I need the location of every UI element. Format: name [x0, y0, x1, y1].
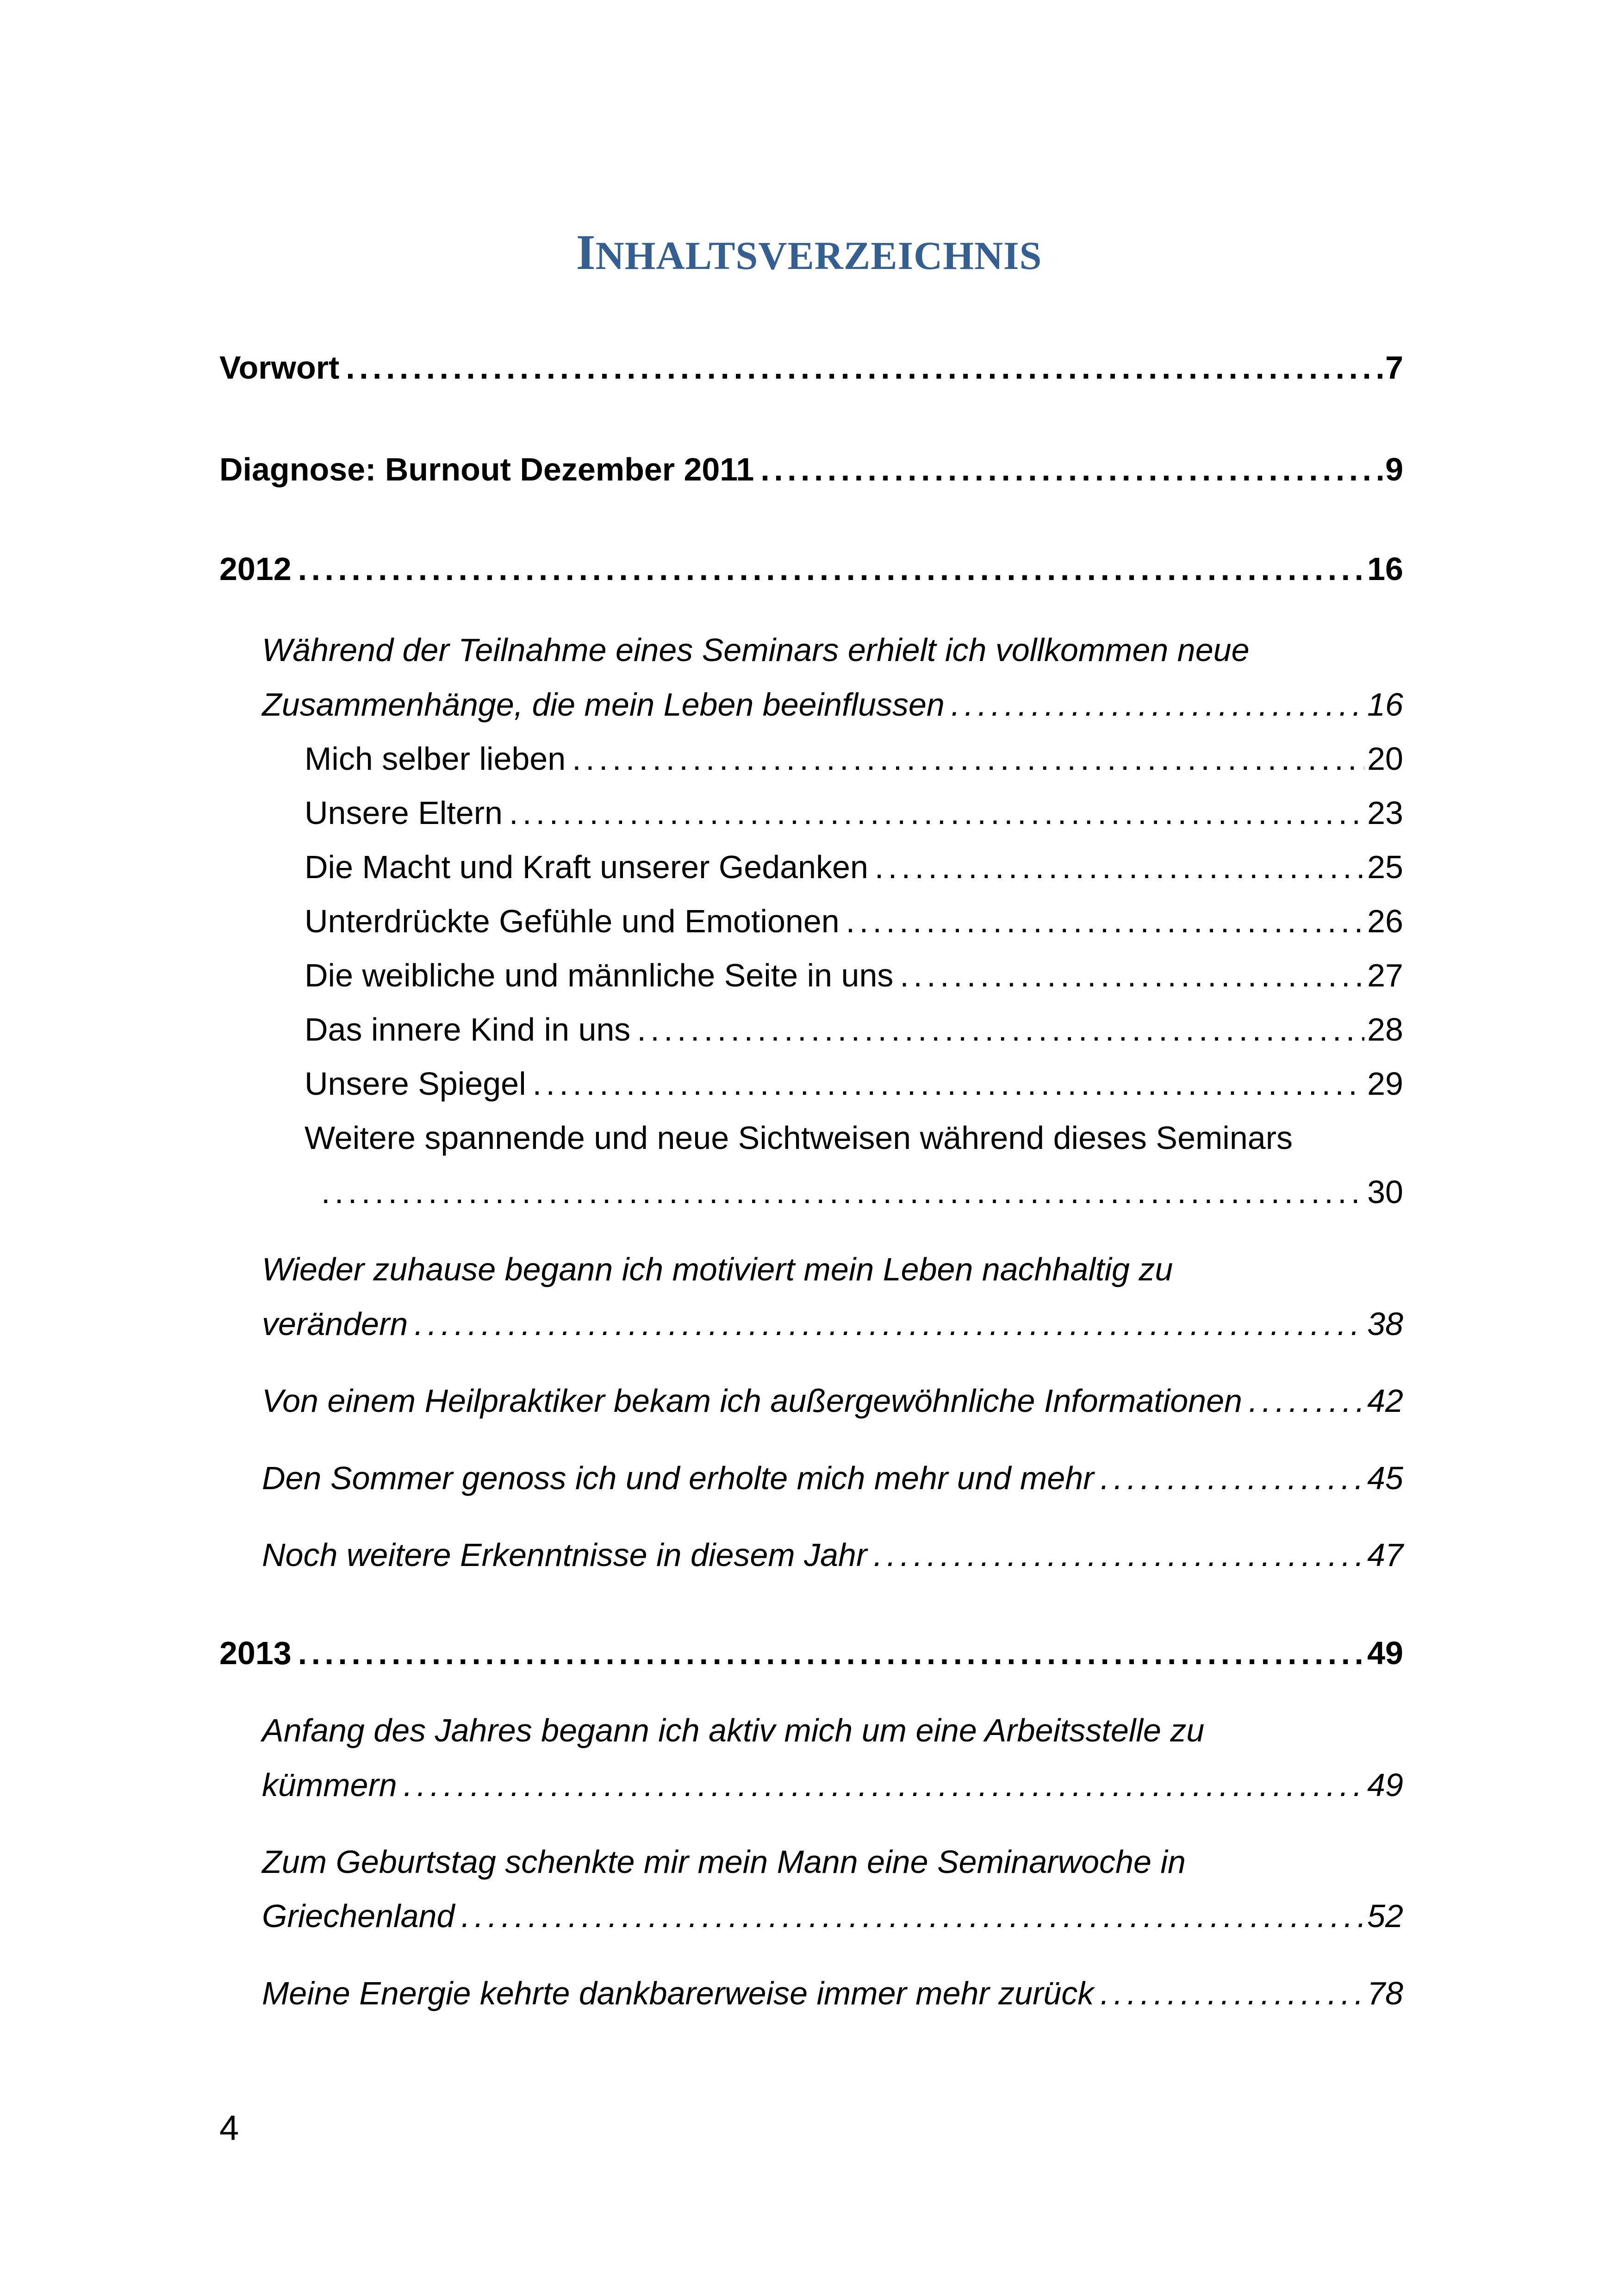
toc-entry[interactable] — [305, 894, 1403, 948]
toc-entry-page-number: 16 — [1367, 551, 1403, 587]
title-first-letter: I — [576, 225, 596, 280]
toc-entry-label: 2013 — [219, 1635, 292, 1671]
toc-entry-page-number: 26 — [1367, 903, 1403, 939]
toc-entry-heading-line: Wieder zuhause begann ich motiviert mein Leben nachhaltig zu — [262, 1251, 1173, 1287]
toc-entry-page-number: 38 — [1367, 1306, 1403, 1342]
toc-dot-leader — [346, 340, 1382, 395]
toc-entry[interactable] — [219, 1626, 1403, 1680]
toc-entry-heading-line: Weitere spannende und neue Sichtweisen während dieses Seminars — [305, 1120, 1293, 1156]
toc-entry-page-number: 25 — [1367, 849, 1403, 885]
toc-dot-leader — [414, 1297, 1364, 1351]
toc-entry-label: Unsere Eltern — [305, 795, 503, 831]
toc-entry-label: Diagnose: Burnout Dezember 2011 — [219, 451, 754, 487]
toc-entry-label: kümmern — [262, 1767, 397, 1803]
toc-dot-leader — [760, 442, 1382, 497]
toc-entry-label: Unterdrückte Gefühle und Emotionen — [305, 903, 840, 939]
toc-entry-label: Den Sommer genoss ich und erholte mich mehr und mehr — [262, 1460, 1094, 1496]
toc-entry-label: Von einem Heilpraktiker bekam ich außergewöhnliche Informationen — [262, 1383, 1242, 1419]
toc-entry[interactable] — [305, 948, 1403, 1003]
toc-entry[interactable] — [262, 1528, 1403, 1582]
toc-entry-heading-line: Anfang des Jahres begann ich aktiv mich um eine Arbeitsstelle zu — [262, 1712, 1205, 1748]
toc-entry-page-number: 16 — [1367, 686, 1403, 723]
toc-entry[interactable] — [262, 1373, 1403, 1428]
toc-entry-label: Unsere Spiegel — [305, 1066, 526, 1102]
toc-entry-label: 2012 — [219, 551, 292, 587]
toc-entry[interactable] — [305, 1002, 1403, 1057]
toc-entry[interactable] — [219, 340, 1403, 395]
toc-dot-leader — [951, 677, 1364, 732]
toc-dot-leader — [461, 1889, 1364, 1943]
toc-dot-leader — [298, 542, 1364, 596]
toc-entry-page-number: 49 — [1367, 1767, 1403, 1803]
toc-entry-page-number: 45 — [1367, 1460, 1403, 1496]
toc-entry-label: Die Macht und Kraft unserer Gedanken — [305, 849, 868, 885]
toc-entry[interactable] — [262, 1758, 1403, 1812]
toc-entry[interactable] — [262, 1889, 1403, 1943]
toc-entry-page-number: 52 — [1367, 1898, 1403, 1934]
toc-entry-heading-line: Zum Geburtstag schenkte mir mein Mann eine Seminarwoche in — [262, 1844, 1186, 1880]
toc-entry-label: Noch weitere Erkenntnisse in diesem Jahr — [262, 1537, 867, 1573]
toc-dot-leader — [533, 1056, 1365, 1111]
toc-dot-leader — [900, 948, 1364, 1003]
toc-entry-page-number: 42 — [1367, 1383, 1403, 1419]
toc-entry-page-number: 27 — [1367, 957, 1403, 993]
toc-entry[interactable] — [262, 1966, 1403, 2021]
toc-entry-page-number: 47 — [1367, 1537, 1403, 1573]
toc-entry[interactable] — [305, 840, 1403, 894]
toc-entry[interactable] — [262, 677, 1403, 732]
toc-entry-page-number: 9 — [1385, 451, 1403, 487]
toc-entry-label: verändern — [262, 1306, 408, 1342]
toc-entry-label: Griechenland — [262, 1898, 455, 1934]
toc-dot-leader — [875, 840, 1364, 894]
toc-dot-leader — [873, 1528, 1364, 1582]
toc-entry-page-number: 20 — [1367, 741, 1403, 777]
toc-entry[interactable] — [305, 786, 1403, 840]
toc-entry-page-number: 23 — [1367, 795, 1403, 831]
title-rest: NHALTSVERZEICHNIS — [595, 233, 1042, 278]
toc-dot-leader — [1101, 1451, 1365, 1505]
toc-dot-leader — [404, 1758, 1364, 1812]
toc-entry-label: Das innere Kind in uns — [305, 1011, 631, 1048]
toc-dot-leader — [321, 1165, 1364, 1219]
toc-entry-label: Mich selber lieben — [305, 741, 566, 777]
toc-entry-page-number: 28 — [1367, 1011, 1403, 1048]
page-number: 4 — [219, 2109, 239, 2148]
toc-entry[interactable] — [262, 1451, 1403, 1505]
toc-entry[interactable] — [219, 542, 1403, 596]
toc-dot-leader — [637, 1002, 1364, 1057]
toc-dot-leader — [1249, 1373, 1364, 1428]
toc-entry-page-number: 7 — [1385, 349, 1403, 386]
toc-entry-page-number: 78 — [1367, 1975, 1403, 2011]
toc-entry-label: Vorwort — [219, 349, 340, 386]
toc-dot-leader — [846, 894, 1364, 948]
toc-dot-leader — [509, 786, 1364, 840]
toc-entry[interactable] — [219, 442, 1403, 497]
toc-dot-leader — [572, 731, 1364, 786]
toc-dot-leader — [1100, 1966, 1364, 2021]
toc-entry-page-number: 30 — [1367, 1174, 1403, 1210]
toc-entry-page-number: 49 — [1367, 1635, 1403, 1671]
toc-entry[interactable] — [305, 731, 1403, 786]
toc-entry-label: Die weibliche und männliche Seite in uns — [305, 957, 894, 993]
toc-entry-label: Meine Energie kehrte dankbarerweise immer mehr zurück — [262, 1975, 1094, 2011]
toc-entry[interactable] — [305, 1056, 1403, 1111]
toc-entry[interactable] — [315, 1165, 1403, 1219]
toc-entry-page-number: 29 — [1367, 1066, 1403, 1102]
toc-entry-heading-line: Während der Teilnahme eines Seminars erhielt ich vollkommen neue — [262, 632, 1250, 668]
toc-entry[interactable] — [262, 1297, 1403, 1351]
toc-entry-label: Zusammenhänge, die mein Leben beeinflussen — [262, 686, 945, 723]
toc-dot-leader — [298, 1626, 1364, 1680]
